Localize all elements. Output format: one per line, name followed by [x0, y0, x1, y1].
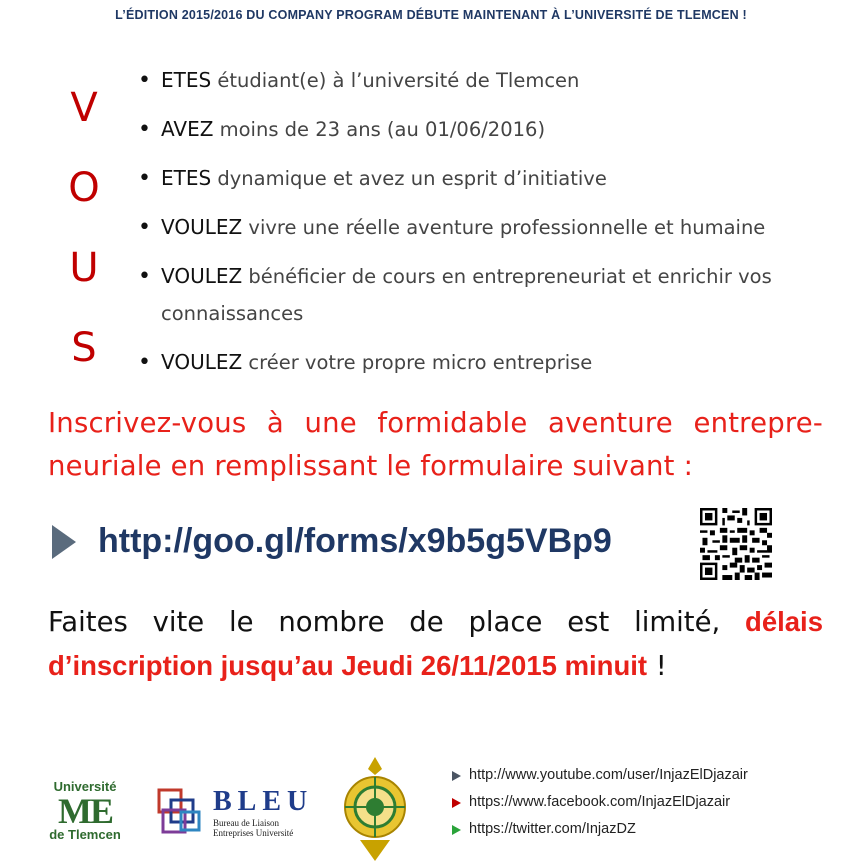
- list-item: [452, 789, 748, 816]
- university-seal-icon: [340, 755, 410, 863]
- vous-letter-o: O: [68, 165, 100, 211]
- closing-text: [48, 600, 823, 688]
- vous-letter-u: U: [69, 245, 99, 291]
- vous-letter-s: S: [71, 325, 97, 371]
- bleu-logo-sub2: Entreprises Université: [213, 828, 294, 838]
- list-item: [138, 344, 818, 381]
- closing-sentence: Faites vite le nombre de place est limité,: [48, 606, 746, 638]
- vous-letter-v: V: [70, 85, 98, 131]
- university-logo: [40, 780, 130, 842]
- list-item: [138, 160, 818, 197]
- qr-code-icon: [700, 508, 772, 580]
- condition-verb: VOULEZ: [161, 350, 243, 374]
- condition-text: bénéficier de cours en entrepreneuriat et enrichir vos connaissances: [161, 265, 772, 325]
- facebook-link[interactable]: https://www.facebook.com/InjazElDjazair: [469, 794, 731, 810]
- twitter-link[interactable]: https://twitter.com/InjazDZ: [469, 821, 636, 837]
- condition-text: étudiant(e) à l’université de Tlemcen: [211, 69, 580, 92]
- condition-text: vivre une réelle aventure professionnelle et humaine: [242, 216, 766, 239]
- condition-verb: ETES: [161, 166, 212, 190]
- deadline-text: délais d’inscription jusqu’au Jeudi 26/11/2015 minuit: [48, 606, 823, 681]
- list-item: [138, 209, 818, 246]
- condition-verb: ETES: [161, 68, 212, 92]
- condition-text: créer votre propre micro entreprise: [242, 351, 593, 374]
- social-links: [452, 762, 748, 843]
- form-link[interactable]: http://goo.gl/forms/x9b5g5VBp9: [98, 522, 612, 560]
- bleu-squares-icon: [155, 786, 207, 838]
- facebook-arrow-icon: [452, 798, 461, 808]
- bleu-logo-sub1: Bureau de Liaison: [213, 818, 279, 828]
- bleu-logo: [155, 786, 325, 838]
- condition-verb: AVEZ: [161, 117, 214, 141]
- bleu-logo-word: BLEU: [213, 786, 314, 817]
- university-logo-line3: de Tlemcen: [49, 827, 121, 842]
- list-item: [452, 762, 748, 789]
- play-arrow-icon: [52, 525, 76, 559]
- invite-text: Inscrivez-vous à une formidable aventure entrepre-neuriale en remplissant le formulaire suivant :: [48, 407, 823, 482]
- twitter-arrow-icon: [452, 825, 461, 835]
- list-item: [138, 62, 818, 99]
- condition-verb: VOULEZ: [161, 215, 243, 239]
- university-logo-line1: Université: [53, 779, 117, 794]
- youtube-arrow-icon: [452, 771, 461, 781]
- page-header: L’ÉDITION 2015/2016 DU COMPANY PROGRAM DÉBUTE MAINTENANT À L’UNIVERSITÉ DE TLEMCEN !: [115, 8, 747, 22]
- condition-text: moins de 23 ans (au 01/06/2016): [213, 118, 546, 141]
- list-item: [138, 111, 818, 148]
- list-item: [138, 258, 818, 332]
- condition-text: dynamique et avez un esprit d’initiative: [211, 167, 607, 190]
- form-link-row: [52, 522, 612, 561]
- conditions-list: [138, 62, 818, 393]
- list-item: [452, 816, 748, 843]
- vous-vertical-word: [62, 68, 106, 388]
- university-logo-line2: ME: [58, 791, 112, 831]
- condition-verb: VOULEZ: [161, 264, 243, 288]
- closing-end: !: [647, 650, 667, 682]
- youtube-link[interactable]: http://www.youtube.com/user/InjazElDjazair: [469, 767, 748, 783]
